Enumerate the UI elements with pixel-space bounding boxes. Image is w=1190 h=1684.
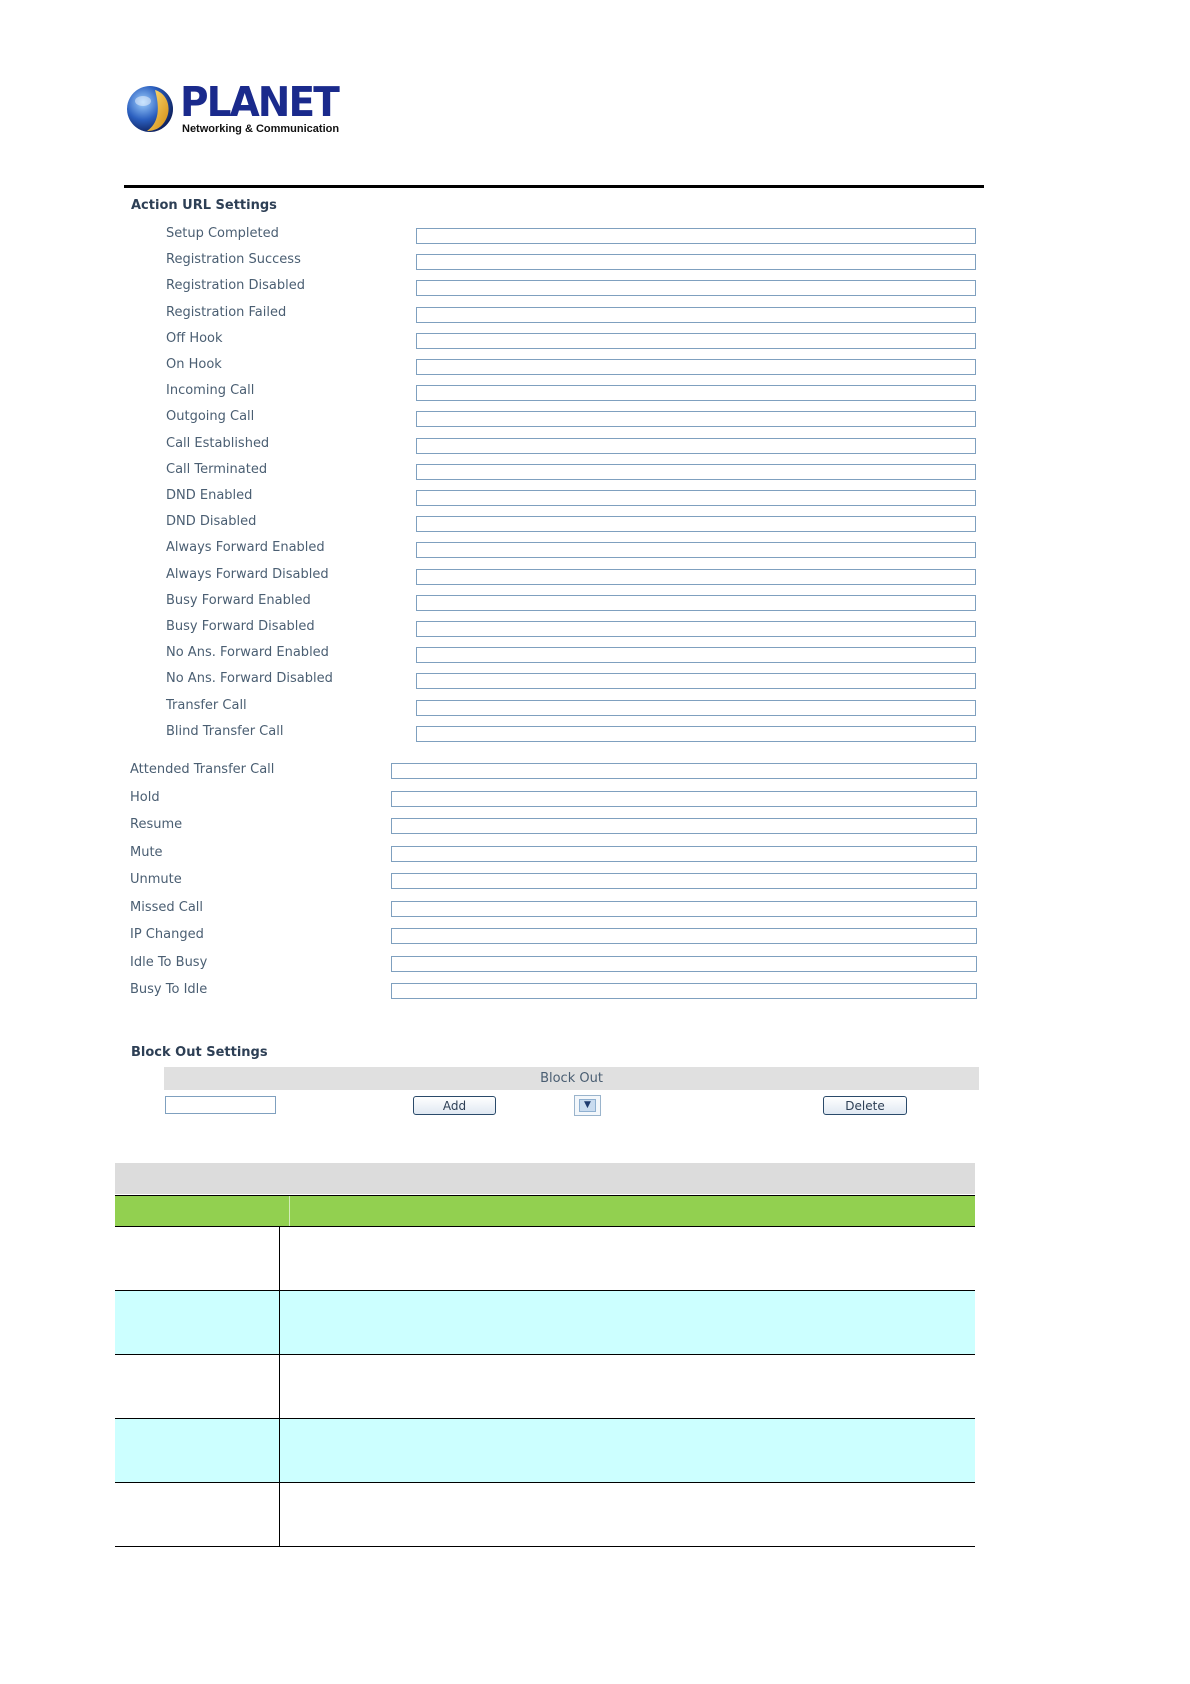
action-url-input[interactable] <box>416 673 976 689</box>
field-label: Hold <box>130 789 160 805</box>
action-url-input[interactable] <box>391 791 977 807</box>
field-label: Resume <box>130 817 183 832</box>
brand-tagline: Networking & Communication <box>182 123 340 135</box>
field-label: Always Forward Enabled <box>166 540 325 556</box>
action-url-input[interactable] <box>416 647 976 663</box>
action-url-input[interactable] <box>391 763 977 779</box>
field-label: Blind Transfer Call <box>166 723 284 739</box>
field-label: Busy Forward Enabled <box>166 592 311 608</box>
action-url-input[interactable] <box>416 385 976 401</box>
action-url-input[interactable] <box>416 333 976 349</box>
action-url-input[interactable] <box>416 490 976 506</box>
description-table-column-header <box>115 1195 975 1227</box>
field-label: Busy Forward Disabled <box>166 619 315 634</box>
action-url-input[interactable] <box>391 901 977 917</box>
field-label: DND Enabled <box>166 488 253 503</box>
field-label: Transfer Call <box>166 697 247 713</box>
table-row <box>115 1355 975 1419</box>
planet-logo <box>125 78 340 140</box>
action-url-input[interactable] <box>416 228 976 244</box>
action-url-input[interactable] <box>416 254 976 270</box>
action-url-input[interactable] <box>416 307 976 323</box>
action-url-input[interactable] <box>416 542 976 558</box>
table-row <box>115 1227 975 1291</box>
block-out-header-label: Block Out <box>540 1071 603 1086</box>
block-out-number-input[interactable] <box>165 1096 276 1114</box>
field-label: No Ans. Forward Enabled <box>166 645 329 661</box>
field-label: Registration Success <box>166 252 301 268</box>
field-label: Mute <box>130 844 163 860</box>
field-label: Attended Transfer Call <box>130 762 275 777</box>
block-out-list-select[interactable] <box>574 1095 601 1116</box>
field-label: Missed Call <box>130 899 204 915</box>
column-divider <box>279 1227 280 1290</box>
field-label: Always Forward Disabled <box>166 566 329 582</box>
field-label: Busy To Idle <box>130 982 208 997</box>
field-label: DND Disabled <box>166 514 257 530</box>
action-url-input[interactable] <box>416 569 976 585</box>
action-url-input[interactable] <box>391 846 977 862</box>
add-button[interactable]: Add <box>413 1096 496 1115</box>
action-url-input[interactable] <box>416 700 976 716</box>
action-url-input[interactable] <box>416 464 976 480</box>
field-label: Setup Completed <box>166 226 279 241</box>
field-label: Call Terminated <box>166 461 268 477</box>
table-row <box>115 1291 975 1355</box>
action-url-input[interactable] <box>416 726 976 742</box>
column-divider <box>279 1483 280 1546</box>
column-divider <box>279 1355 280 1418</box>
field-label: Registration Failed <box>166 304 287 320</box>
brand-name: PLANET <box>180 78 338 126</box>
action-url-input[interactable] <box>391 873 977 889</box>
action-url-input[interactable] <box>416 438 976 454</box>
top-divider <box>124 185 984 188</box>
action-url-input[interactable] <box>416 359 976 375</box>
action-url-input[interactable] <box>416 595 976 611</box>
field-label: Incoming Call <box>166 383 255 399</box>
action-url-input[interactable] <box>391 983 977 999</box>
field-label: On Hook <box>166 357 222 372</box>
action-url-input[interactable] <box>416 411 976 427</box>
delete-button[interactable]: Delete <box>823 1096 907 1115</box>
field-label: Registration Disabled <box>166 278 306 294</box>
field-label: Outgoing Call <box>166 409 255 425</box>
table-row <box>115 1483 975 1547</box>
field-label: Call Established <box>166 435 270 451</box>
action-url-title: Action URL Settings <box>131 198 277 213</box>
field-label: IP Changed <box>130 927 204 942</box>
description-table-header <box>115 1163 975 1194</box>
action-url-input[interactable] <box>391 818 977 834</box>
column-divider <box>279 1419 280 1482</box>
action-url-input[interactable] <box>391 928 977 944</box>
field-label: Unmute <box>130 872 182 887</box>
table-row <box>115 1419 975 1483</box>
action-url-input[interactable] <box>416 280 976 296</box>
action-url-input[interactable] <box>416 621 976 637</box>
column-divider <box>279 1291 280 1354</box>
action-url-input[interactable] <box>416 516 976 532</box>
block-out-header <box>164 1067 979 1090</box>
column-divider <box>289 1196 290 1226</box>
field-label: No Ans. Forward Disabled <box>166 671 333 687</box>
field-label: Off Hook <box>166 330 223 346</box>
block-out-title: Block Out Settings <box>131 1045 268 1060</box>
action-url-input[interactable] <box>391 956 977 972</box>
chevron-down-icon[interactable]: ▼ <box>579 1099 596 1112</box>
globe-logo-icon <box>125 84 175 134</box>
field-label: Idle To Busy <box>130 954 208 970</box>
